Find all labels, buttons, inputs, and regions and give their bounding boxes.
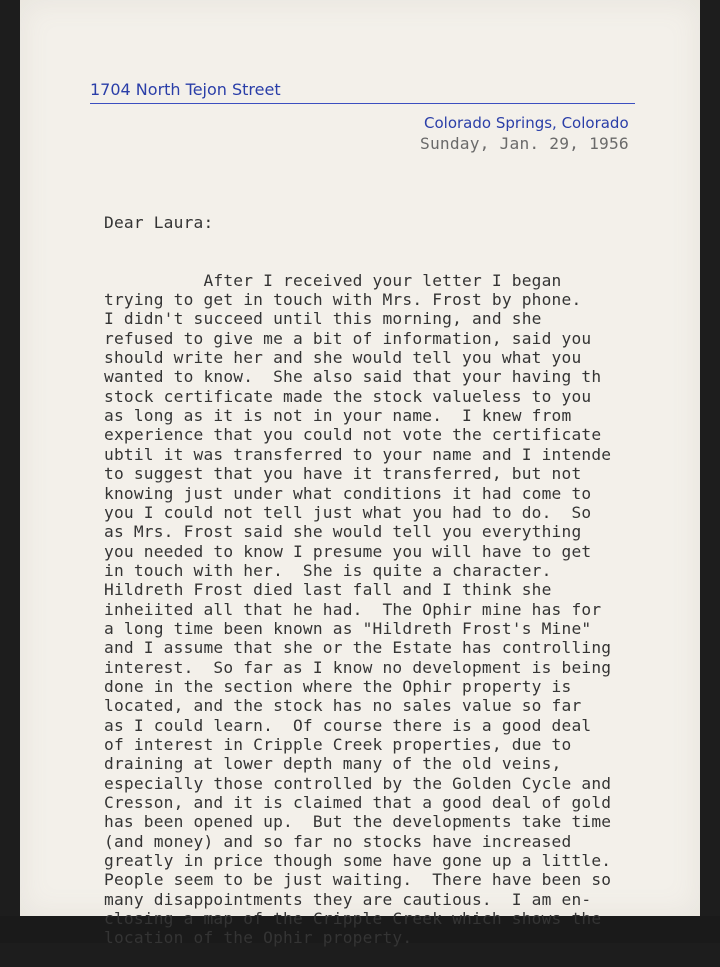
body-line: location of the Ophir property. [104, 928, 413, 948]
body-line: and I assume that she or the Estate has controlling [104, 638, 612, 658]
body-line: a long time been known as "Hildreth Frost's Mine" [104, 618, 592, 638]
letter-body [104, 174, 700, 967]
body-line: should write her and she would tell you what you [104, 348, 582, 368]
body-line: knowing just under what conditions it had come to [104, 483, 592, 503]
letterhead-rule [90, 103, 635, 104]
body-line: closing a map of the Cripple Creek which shows the [104, 909, 602, 929]
body-line: done in the section where the Ophir property is [104, 676, 572, 696]
letterhead-street: 1704 North Tejon Street [90, 80, 281, 99]
body-line: interest. So far as I know no development is being [104, 657, 612, 677]
body-line: in touch with her. She is quite a character. [104, 560, 552, 580]
body-line: Cresson, and it is claimed that a good deal of gold [104, 793, 612, 812]
body-line: you needed to know I presume you will have to get [104, 541, 592, 561]
body-line: trying to get in touch with Mrs. Frost by phone. [104, 290, 582, 310]
body-line: as I could learn. Of course there is a good deal [104, 715, 592, 735]
body-line: experience that you could not vote the certificate [104, 425, 602, 445]
letterhead-city: Colorado Springs, Colorado [424, 114, 629, 132]
body-line: People seem to be just waiting. There have been so [104, 870, 612, 890]
body-line: you I could not tell just what you had to do. So [104, 502, 592, 522]
body-line: located, and the stock has no sales value so far [104, 696, 582, 716]
body-line: After I received your letter I began [104, 270, 562, 290]
salutation: Dear Laura: [104, 212, 214, 232]
body-line: I didn't succeed until this morning, and she [104, 309, 542, 329]
body-line: stock certificate made the stock valueless to you [104, 386, 592, 406]
body-line: ubtil it was transferred to your name and I intende [104, 444, 612, 464]
body-line: many disappointments they are cautious. I am en- [104, 889, 592, 909]
letter-date: Sunday, Jan. 29, 1956 [420, 134, 629, 153]
body-line: especially those controlled by the Golden Cycle and [104, 773, 612, 793]
body-line: of interest in Cripple Creek properties, due to [104, 734, 572, 754]
body-line: Hildreth Frost died last fall and I think she [104, 580, 552, 600]
body-line: inheiited all that he had. The Ophir mine has for [104, 599, 602, 619]
body-line: refused to give me a bit of information, said you [104, 328, 592, 348]
body-line: as Mrs. Frost said she would tell you everything [104, 522, 582, 542]
body-line: to suggest that you have it transferred, but not [104, 464, 582, 484]
body-line: (and money) and so far no stocks have increased [104, 831, 572, 851]
body-paragraph [104, 271, 700, 948]
body-line: as long as it is not in your name. I knew from [104, 406, 572, 426]
body-line: wanted to know. She also said that your having th [104, 367, 602, 387]
body-line: draining at lower depth many of the old veins, [104, 754, 562, 774]
body-line: has been opened up. But the developments take time [104, 812, 612, 832]
body-line: greatly in price though some have gone up a little. [104, 851, 612, 871]
